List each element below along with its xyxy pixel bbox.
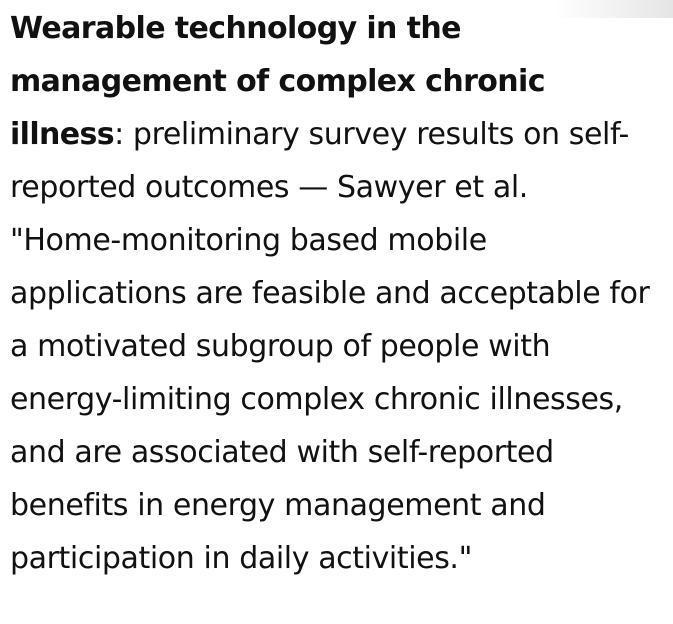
citation-line	[10, 2, 668, 214]
separator: —	[289, 170, 338, 205]
paper-title: Wearable technology in the management of complex chronic illness	[10, 11, 545, 152]
authors: Sawyer et al.	[337, 170, 528, 205]
title-suffix: : preliminary survey results on self-reported outcomes	[10, 117, 629, 205]
post-card	[10, 2, 668, 585]
quote-text: "Home-monitoring based mobile applications are feasible and acceptable for a motivated subgroup of people with energy-limiting complex chronic illnesses, and are associated with self-reported benefits in energy management and participation in daily activities."	[10, 223, 650, 576]
